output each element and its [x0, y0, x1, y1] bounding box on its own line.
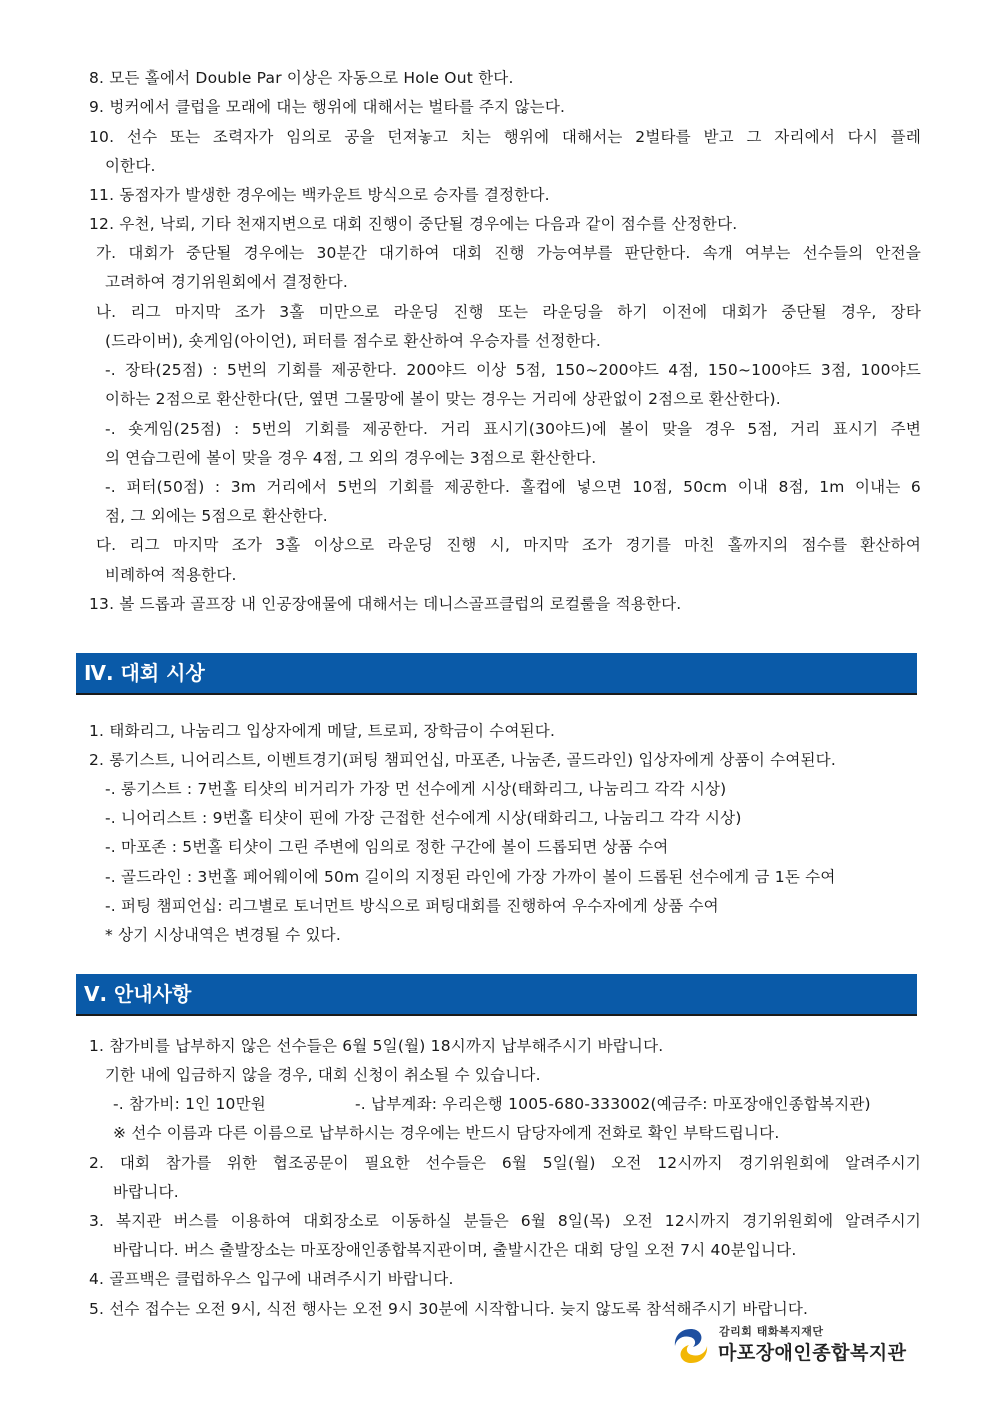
section-title-notice: Ⅴ. 안내사항 [84, 982, 192, 1006]
rule-9: 9. 벙커에서 클럽을 모래에 대는 행위에 대해서는 벌타를 주지 않는다. [89, 98, 566, 116]
awards-note: * 상기 시상내역은 변경될 수 있다. [105, 926, 341, 944]
awards-gold-line: -. 골드라인 : 3번홀 페어웨이에 50m 길이의 지정된 라인에 가장 가까이 볼이 드롭된 선수에게 금 1돈 수여 [105, 868, 836, 886]
awards-line-1: 1. 태화리그, 나눔리그 입상자에게 메달, 트로피, 장학금이 수여된다. [89, 722, 556, 740]
rule-12-putter-cont: 점, 그 외에는 5점으로 환산한다. [105, 507, 328, 525]
rule-12-ga-cont: 고려하여 경기위원회에서 결정한다. [105, 273, 348, 291]
rule-10: 10. 선수 또는 조력자가 임의로 공을 던져놓고 치는 행위에 대해서는 2벌타를 받고 그 자리에서 다시 플레 [89, 128, 921, 146]
rule-8: 8. 모든 홀에서 Double Par 이상은 자동으로 Hole Out 한다. [89, 69, 514, 87]
logo-foundation-name: 감리회 태화복지재단 [719, 1325, 824, 1338]
rule-12-driver-cont: 이하는 2점으로 환산한다(단, 옆면 그물망에 볼이 맞는 경우는 거리에 상관없이 2점으로 환산한다). [105, 390, 781, 408]
notice-line-2-cont: 바랍니다. [113, 1183, 179, 1201]
rule-12-da: 다. 리그 마지막 조가 3홀 이상으로 라운딩 진행 시, 마지막 조가 경기를 마친 홀까지의 점수를 환산하여 [96, 536, 921, 554]
notice-line-3-cont: 바랍니다. 버스 출발장소는 마포장애인종합복지관이며, 출발시간은 대회 당일 오전 7시 40분입니다. [113, 1241, 797, 1259]
organization-logo [671, 1326, 931, 1370]
rule-12-na-cont: (드라이버), 숏게임(아이언), 퍼터를 점수로 환산하여 우승자를 선정한다. [105, 332, 601, 350]
rule-13: 13. 볼 드롭과 골프장 내 인공장애물에 대해서는 데니스골프클럽의 로컬룰을 적용한다. [89, 595, 682, 613]
logo-center-name: 마포장애인종합복지관 [718, 1342, 907, 1364]
awards-nearest: -. 니어리스트 : 9번홀 티샷이 핀에 가장 근접한 선수에게 시상(태화리그, 나눔리그 각각 시상) [105, 809, 742, 827]
notice-line-1-cont: 기한 내에 입금하지 않을 경우, 대회 신청이 취소될 수 있습니다. [105, 1066, 541, 1084]
section-header-awards [76, 653, 917, 695]
awards-putting: -. 퍼팅 챔피언십: 리그별로 토너먼트 방식으로 퍼팅대회를 진행하여 우수자에게 상품 수여 [105, 897, 719, 915]
notice-fee: -. 참가비: 1인 10만원 [113, 1095, 266, 1113]
rule-11: 11. 동점자가 발생한 경우에는 백카운트 방식으로 승자를 결정한다. [89, 186, 550, 204]
awards-mapo-zone: -. 마포존 : 5번홀 티샷이 그린 주변에 임의로 정한 구간에 볼이 드롭되면 상품 수여 [105, 838, 669, 856]
notice-line-5: 5. 선수 접수는 오전 9시, 식전 행사는 오전 9시 30분에 시작합니다. 늦지 않도록 참석해주시기 바랍니다. [89, 1300, 809, 1318]
rule-12-ga: 가. 대회가 중단될 경우에는 30분간 대기하여 대회 진행 가능여부를 판단한다. 속개 여부는 선수들의 안전을 [96, 244, 921, 262]
section-header-notice [76, 974, 917, 1016]
notice-line-1: 1. 참가비를 납부하지 않은 선수들은 6월 5일(월) 18시까지 납부해주시기 바랍니다. [89, 1037, 664, 1055]
rule-12-short-cont: 의 연습그린에 볼이 맞을 경우 4점, 그 외의 경우에는 3점으로 환산한다. [105, 449, 597, 467]
notice-line-4: 4. 골프백은 클럽하우스 입구에 내려주시기 바랍니다. [89, 1270, 454, 1288]
rule-12-short: -. 숏게임(25점) : 5번의 기회를 제공한다. 거리 표시기(30야드)에 볼이 맞을 경우 5점, 거리 표시기 주변 [105, 420, 921, 438]
rule-12-putter: -. 퍼터(50점) : 3m 거리에서 5번의 기회를 제공한다. 홀컵에 넣으면 10점, 50cm 이내 8점, 1m 이내는 6 [105, 478, 921, 496]
notice-line-2: 2. 대회 참가를 위한 협조공문이 필요한 선수들은 6월 5일(월) 오전 12시까지 경기위원회에 알려주시기 [89, 1154, 921, 1172]
rule-12-na: 나. 리그 마지막 조가 3홀 미만으로 라운딩 진행 또는 라운딩을 하기 이전에 대회가 중단될 경우, 장타 [96, 303, 921, 321]
section-title-awards: Ⅳ. 대회 시상 [84, 661, 205, 685]
rule-12-driver: -. 장타(25점) : 5번의 기회를 제공한다. 200야드 이상 5점, 150~200야드 4점, 150~100야드 3점, 100야드 [105, 361, 921, 379]
rule-10-cont: 이한다. [105, 157, 156, 175]
notice-line-3: 3. 복지관 버스를 이용하여 대회장소로 이동하실 분들은 6월 8일(목) 오전 12시까지 경기위원회에 알려주시기 [89, 1212, 921, 1230]
logo-mark-icon [671, 1326, 711, 1366]
rule-12: 12. 우천, 낙뢰, 기타 천재지변으로 대회 진행이 중단될 경우에는 다음과 같이 점수를 산정한다. [89, 215, 738, 233]
awards-longest: -. 롱기스트 : 7번홀 티샷의 비거리가 가장 먼 선수에게 시상(태화리그, 나눔리그 각각 시상) [105, 780, 727, 798]
rule-12-da-cont: 비례하여 적용한다. [105, 566, 237, 584]
notice-account: -. 납부계좌: 우리은행 1005-680-333002(예금주: 마포장애인종합복지관) [355, 1095, 871, 1113]
notice-name-warning: ※ 선수 이름과 다른 이름으로 납부하시는 경우에는 반드시 담당자에게 전화로 확인 부탁드립니다. [113, 1124, 780, 1142]
awards-line-2: 2. 롱기스트, 니어리스트, 이벤트경기(퍼팅 챔피언십, 마포존, 나눔존, 골드라인) 입상자에게 상품이 수여된다. [89, 751, 836, 769]
